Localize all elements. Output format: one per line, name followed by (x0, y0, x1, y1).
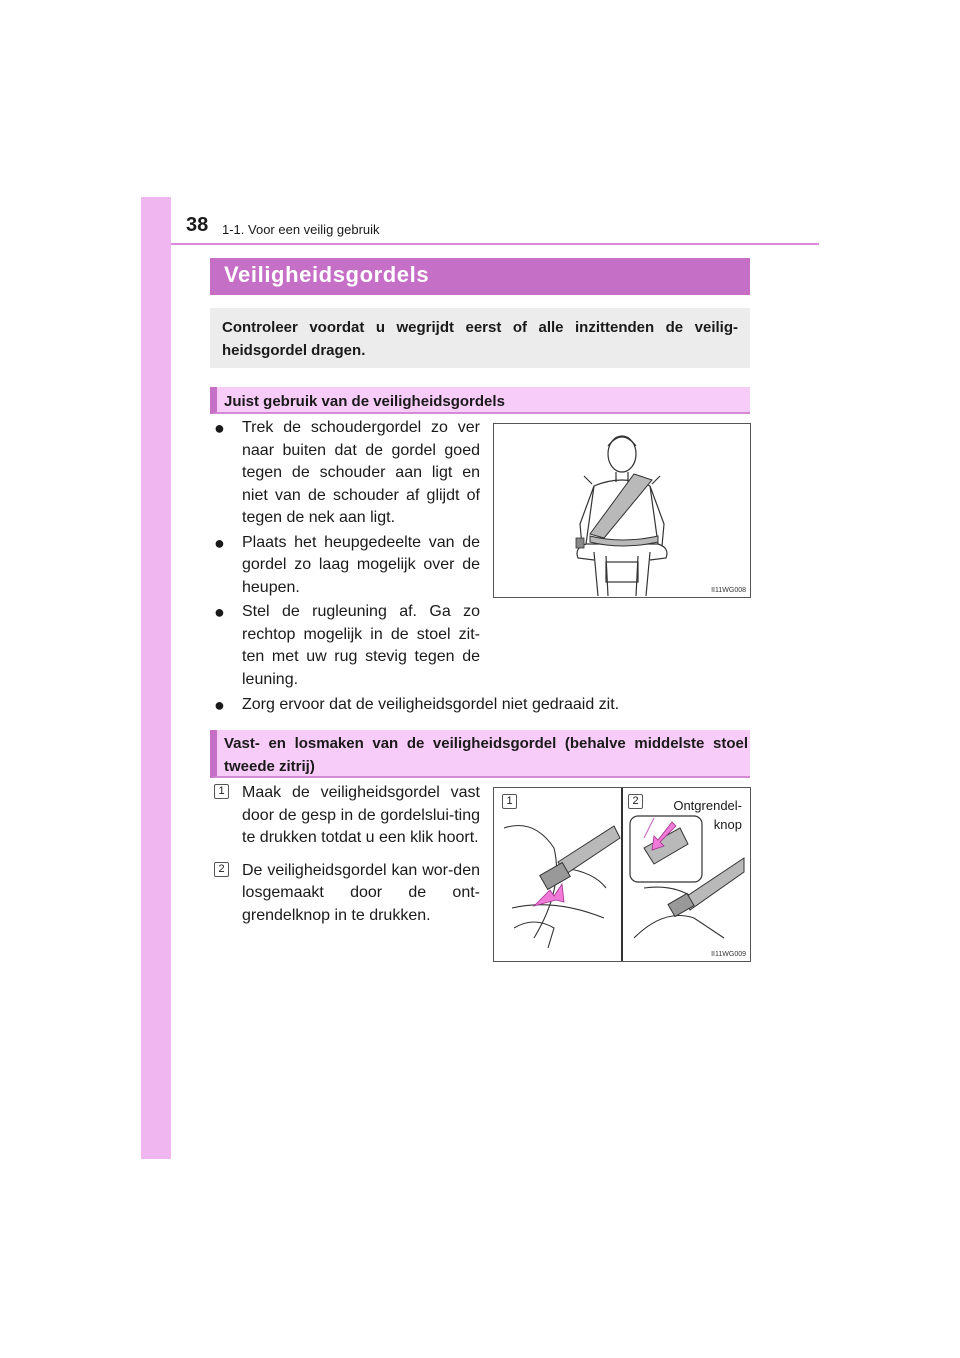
bullet-list (214, 417, 480, 693)
section-heading-2-text: Vast- en losmaken van de veiligheidsgordel (behalve middelste stoel tweede zitrij) (224, 735, 748, 775)
intro-text: Controleer voordat u wegrijdt eerst of alle inzittenden de veilig-heidsgordel dragen. (222, 319, 738, 359)
list-item: ● Trek de schoudergordel zo ver naar buiten dat de gordel goed tegen de schouder aan ligt en niet van de schouder af glijdt of tegen de nek aan ligt. (214, 418, 480, 526)
page-number: 38 (186, 214, 209, 236)
section-heading-1 (210, 387, 750, 414)
figure-seated-person (493, 423, 751, 598)
steps-list (214, 782, 480, 937)
bullet-icon: ● (214, 695, 225, 715)
title-banner (210, 258, 750, 295)
list-item: ● Plaats het heupgedeelte van de gordel zo laag mogelijk over de heupen. (214, 532, 480, 596)
list-item: ● Stel de rugleuning af. Ga zo rechtop mogelijk in de stoel zit-ten met uw rug stevig tegen de leuning. (214, 602, 480, 688)
list-item: ● Zorg ervoor dat de veiligheidsgordel niet gedraaid zit. (214, 695, 620, 715)
bullet-icon: ● (214, 532, 225, 553)
figure-buckle (493, 787, 751, 962)
release-button-callout: Ontgrendel- knop (673, 798, 742, 832)
section-heading-2 (210, 730, 750, 778)
figure-panel-label: 1 (502, 794, 517, 809)
running-head: 1-1. Voor een veilig gebruik (222, 222, 380, 237)
step-number: 2 (214, 862, 229, 877)
side-bar (141, 197, 171, 1159)
section-heading-1-text: Juist gebruik van de veiligheidsgordels (224, 393, 505, 410)
figure-code: II11WG008 (711, 587, 746, 594)
step-item: 2 De veiligheidsgordel kan wor-den losgemaakt door de ont-grendelknop in te drukken. (214, 860, 480, 928)
bullet-icon: ● (214, 418, 225, 438)
page-title: Veiligheidsgordels (224, 262, 430, 287)
step-number: 1 (214, 784, 229, 799)
step-item: 1 Maak de veiligheidsgordel vast door de gesp in de gordelslui-ting te drukken totdat u een klik hoort. (214, 782, 480, 850)
bullet-icon: ● (214, 602, 225, 622)
figure-panel-label: 2 (628, 794, 643, 809)
figure-code: II11WG009 (711, 951, 746, 958)
seatbelt-wearing-illustration (494, 424, 750, 597)
intro-box (210, 308, 750, 368)
header-rule (171, 243, 819, 245)
